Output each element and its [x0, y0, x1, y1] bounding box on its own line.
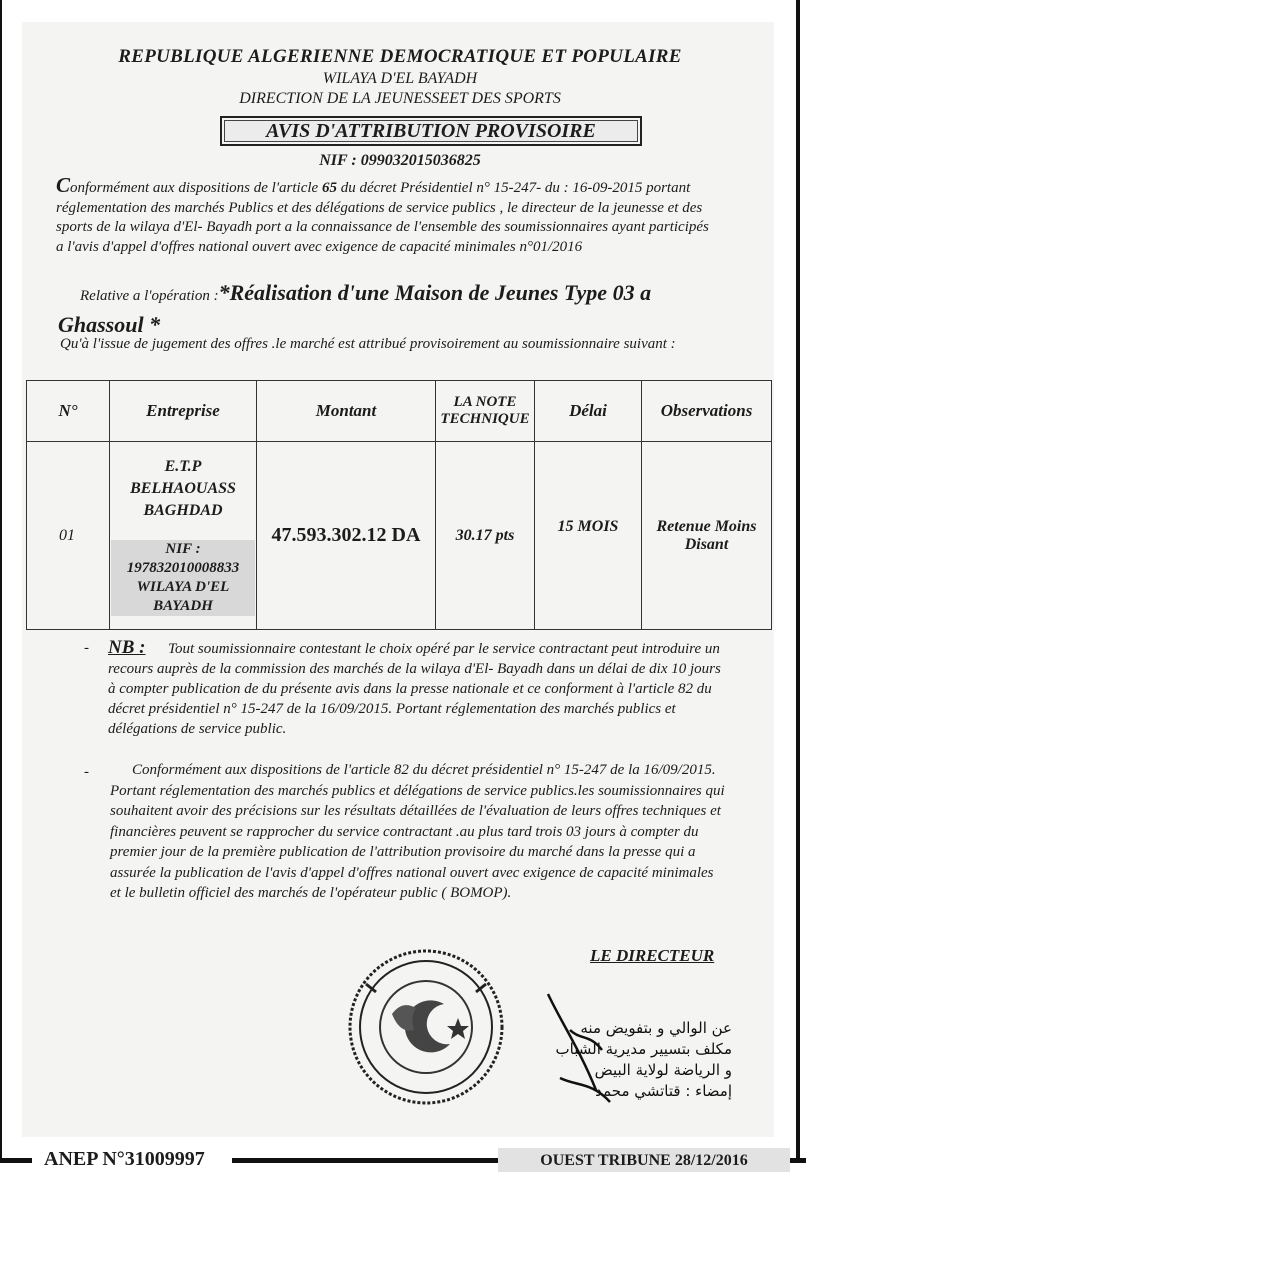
bomop-paragraph: Conformément aux dispositions de l'article 82 du décret présidentiel n° 15-247 de la 16/09/2015. Portant réglementation des marchés publics et délégations de service publics.les soumissionnaires qui souhaitent avoir des précisions sur les résultats détaillées de l'évaluation de leurs offres techniques et financières peuvent se rapprocher du service contractant .au plus tard trois 03 jours à compter du premier jour de la première publication de l'attribution provisoire du marché dans la presse qui a assurée la publication de l'avis d'appel d'offres national ouvert avec exigence de capacité minimales et le bulletin officiel des marchés de l'opérateur public ( BOMOP).	[110, 762, 725, 901]
intro-text-a: onformément aux dispositions de l'article	[70, 180, 322, 196]
official-stamp-icon	[346, 944, 506, 1110]
col-observations: Observations	[642, 381, 772, 442]
entreprise-name: E.T.P BELHAOUASS BAGHDAD	[130, 457, 236, 519]
nb-label: NB :	[108, 637, 146, 658]
arabic-line-1: عن الوالي و بتفويض منه	[580, 1019, 732, 1037]
cell-montant: 47.593.302.12 DA	[257, 442, 436, 630]
bullet-dash: -	[84, 764, 89, 780]
wilaya-header: WILAYA D'EL BAYADH	[322, 70, 478, 87]
nb-paragraph	[108, 638, 728, 739]
cell-no: 01	[27, 442, 110, 630]
footer-rule	[0, 1158, 32, 1163]
intro-paragraph	[56, 173, 716, 257]
footer-rule	[232, 1158, 498, 1163]
col-no: N°	[27, 381, 110, 442]
entreprise-nif: NIF : 197832010008833 WILAYA D'EL BAYADH	[111, 540, 255, 616]
intro-text-b: du décret Présidentiel n° 15-247- du : 16-09-2015 portant réglementation des marchés Publics et des délégations de service publics , le directeur de la jeunesse et des sports de la wilaya d'El- Bayadh port a la connaissance de l'ensemble des soumissionnaires ayant participés a l'avis d'appel d'offres national ouvert avec exigence de capacité minimales n°01/2016	[56, 180, 709, 255]
cell-delai: 15 MOIS	[535, 442, 642, 630]
director-title: LE DIRECTEUR	[590, 946, 715, 965]
cell-note: 30.17 pts	[436, 442, 535, 630]
operation-label: Relative a l'opération :	[80, 288, 219, 304]
operation-line	[80, 280, 651, 306]
footer-bar	[0, 1148, 806, 1176]
arabic-line-3: و الرياضة لولاية البيض	[594, 1061, 732, 1079]
table-header-row	[27, 381, 772, 442]
arabic-line-4: إمضاء : قتاتشي محمد	[595, 1082, 732, 1100]
arabic-line-2: مكلف بتسيير مديرية الشباب	[555, 1040, 732, 1058]
footer-rule	[790, 1158, 806, 1163]
notice-title: AVIS D'ATTRIBUTION PROVISOIRE	[220, 116, 642, 146]
publication-source: OUEST TRIBUNE 28/12/2016	[498, 1148, 790, 1172]
table-row	[27, 442, 772, 630]
drop-initial: C	[56, 173, 71, 197]
col-note: LA NOTE TECHNIQUE	[436, 381, 535, 442]
issue-text: Qu'à l'issue de jugement des offres .le marché est attribué provisoirement au soumissionnaire suivant :	[60, 336, 676, 352]
direction-header: DIRECTION DE LA JEUNESSEET DES SPORTS	[239, 90, 561, 107]
cell-observations: Retenue Moins Disant	[642, 442, 772, 630]
nb-text: Tout soumissionnaire contestant le choix opéré par le service contractant peut introduire un recours auprès de la commission des marchés de la wilaya d'El- Bayadh dans un délai de dix 10 jours à compter publication de du présente avis dans la presse nationale et ce conforment à l'article 82 du décret présidentiel n° 15-247 de la 16/09/2015. Portant réglementation des marchés publics et délégations de service public.	[108, 641, 721, 737]
anep-number: ANEP N°31009997	[40, 1148, 209, 1171]
col-entreprise: Entreprise	[110, 381, 257, 442]
col-montant: Montant	[257, 381, 436, 442]
col-delai: Délai	[535, 381, 642, 442]
nif-number: NIF : 099032015036825	[319, 152, 481, 169]
attribution-table	[26, 380, 772, 630]
intro-article: 65	[321, 180, 337, 196]
operation-name: *Réalisation d'une Maison de Jeunes Type 03 a	[218, 280, 652, 305]
cell-entreprise	[110, 442, 257, 630]
operation-location: Ghassoul *	[58, 312, 161, 337]
republic-header: REPUBLIQUE ALGERIENNE DEMOCRATIQUE ET POPULAIRE	[118, 46, 682, 67]
bullet-dash: -	[84, 640, 89, 656]
arabic-signature-block	[512, 1018, 732, 1102]
